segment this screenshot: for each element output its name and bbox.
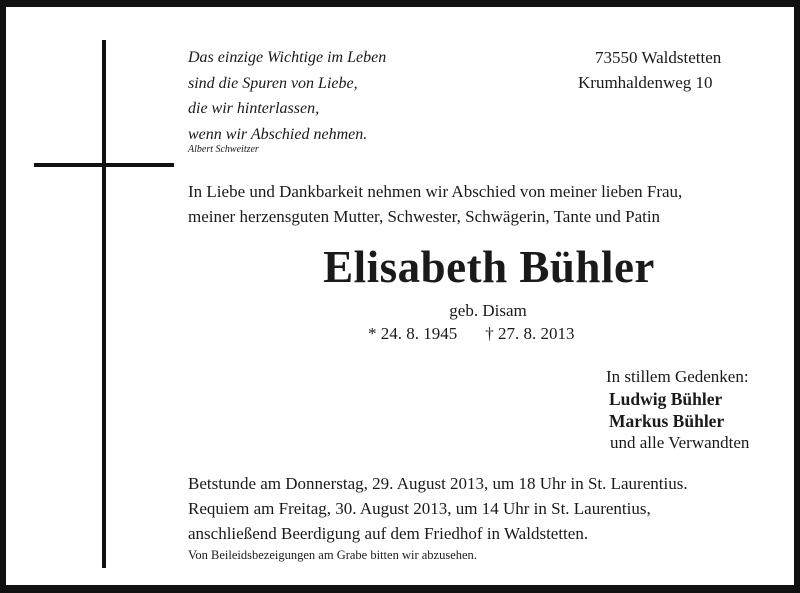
intro-line: meiner herzensguten Mutter, Schwester, Schwägerin, Tante und Patin	[188, 207, 661, 226]
mourners-heading: In stillem Gedenken:	[606, 367, 749, 386]
intro-text	[188, 179, 682, 229]
service-line: anschließend Beerdigung auf dem Friedhof in Waldstetten.	[188, 524, 589, 543]
address-street: Krumhaldenweg 10	[578, 73, 713, 92]
birth-name: geb. Disam	[449, 301, 527, 320]
deceased-name: Elisabeth Bühler	[323, 242, 655, 292]
life-dates	[368, 324, 575, 344]
poem-line: sind die Spuren von Liebe,	[188, 74, 358, 92]
poem-line: Das einzige Wichtige im Leben	[188, 49, 387, 66]
address-city: 73550 Waldstetten	[595, 48, 722, 67]
cross-icon-crossbar	[34, 163, 174, 167]
mourners-block	[606, 366, 749, 454]
service-info	[188, 471, 688, 564]
condolence-note: Von Beileidsbezeigungen am Grabe bitten wir abzusehen.	[188, 548, 477, 562]
poem-line: wenn wir Abschied nehmen.	[188, 125, 368, 143]
mourners-relatives: und alle Verwandten	[610, 433, 750, 452]
mourner-name: Ludwig Bühler	[609, 389, 723, 409]
service-line: Requiem am Freitag, 30. August 2013, um 14 Uhr in St. Laurentius,	[188, 499, 651, 518]
poem-author: Albert Schweitzer	[188, 144, 259, 155]
intro-line: In Liebe und Dankbarkeit nehmen wir Abschied von meiner lieben Frau,	[188, 182, 683, 201]
poem-line: die wir hinterlassen,	[188, 100, 320, 117]
service-line: Betstunde am Donnerstag, 29. August 2013, um 18 Uhr in St. Laurentius.	[188, 474, 688, 493]
death-date: † 27. 8. 2013	[485, 324, 575, 343]
address-block	[504, 45, 764, 95]
poem	[188, 45, 386, 147]
birth-date: * 24. 8. 1945	[368, 324, 458, 343]
mourner-name: Markus Bühler	[609, 411, 725, 431]
